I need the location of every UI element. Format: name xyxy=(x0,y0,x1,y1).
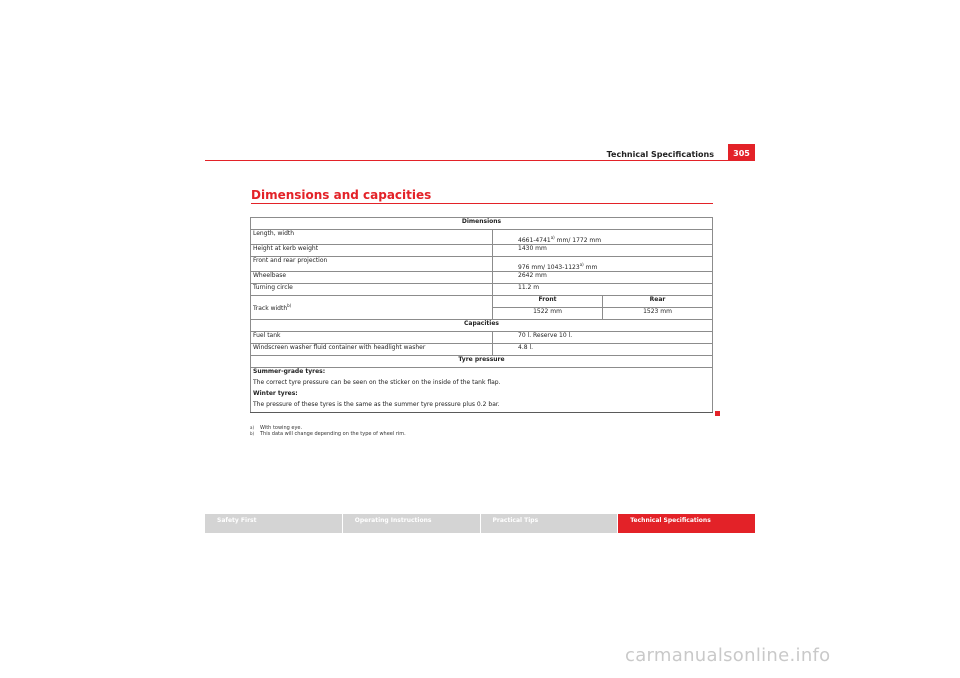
table-row xyxy=(251,257,713,272)
track-width-values xyxy=(493,296,713,320)
row-label: Front and rear projection xyxy=(251,257,493,272)
tab-practical-tips[interactable]: Practical Tips xyxy=(481,514,618,533)
tyre-pressure-heading: Tyre pressure xyxy=(251,356,713,368)
rear-value: 1523 mm xyxy=(643,308,672,315)
watermark-text: carmanualsonline.info xyxy=(625,645,831,666)
row-value: 70 l. Reserve 10 l. xyxy=(493,332,713,344)
tyre-subheading: Winter tyres: xyxy=(253,390,298,397)
dimensions-heading: Dimensions xyxy=(251,218,713,230)
section-divider xyxy=(251,203,713,204)
table-row xyxy=(251,245,713,257)
tyre-row xyxy=(251,401,713,413)
table-row-track-width xyxy=(251,296,713,320)
specifications-table xyxy=(250,217,713,413)
section-title: Dimensions and capacities xyxy=(251,188,432,202)
table-row xyxy=(251,230,713,245)
front-value: 1522 mm xyxy=(493,308,603,320)
tyre-row xyxy=(251,379,713,390)
table-row xyxy=(251,344,713,356)
row-label: Track width$^{b)}$ xyxy=(251,296,493,320)
table-heading-row xyxy=(251,356,713,368)
capacities-heading: Capacities xyxy=(251,320,713,332)
row-label: Fuel tank xyxy=(251,332,493,344)
row-value: 4.8 l. xyxy=(493,344,713,356)
row-label: Height at kerb weight xyxy=(251,245,493,257)
row-label: Length, width xyxy=(251,230,493,245)
row-value: 1430 mm xyxy=(493,245,713,257)
header-divider xyxy=(205,160,755,161)
row-value: 2642 mm xyxy=(493,272,713,284)
footnote: a) With towing eye. xyxy=(250,425,303,431)
table-row xyxy=(251,332,713,344)
row-label: Windscreen washer fluid container with headlight washer xyxy=(251,344,493,356)
table-heading-row xyxy=(251,320,713,332)
tyre-row xyxy=(251,390,713,401)
section-end-marker xyxy=(715,411,720,416)
tab-operating-instructions[interactable]: Operating Instructions xyxy=(343,514,480,533)
tyre-row xyxy=(251,368,713,380)
tyre-subheading: Summer-grade tyres: xyxy=(253,368,326,375)
footnotes xyxy=(250,425,406,437)
page-number-badge: 305 xyxy=(728,144,755,161)
row-value: 4661-4741$^{a)}$ mm/ 1772 mm xyxy=(493,230,713,245)
row-label: Wheelbase xyxy=(251,272,493,284)
table-row xyxy=(251,284,713,296)
rear-heading: Rear xyxy=(603,296,713,308)
row-label: Turning circle xyxy=(251,284,493,296)
tab-safety-first[interactable]: Safety First xyxy=(205,514,342,533)
tab-technical-specifications[interactable]: Technical Specifications xyxy=(618,514,755,533)
page-header-title: Technical Specifications xyxy=(606,150,714,159)
front-heading: Front xyxy=(493,296,603,308)
footnote: b) This data will change depending on the type of wheel rim. xyxy=(250,431,406,437)
row-value: 976 mm/ 1043-1123$^{a)}$ mm xyxy=(493,257,713,272)
footer-navigation xyxy=(205,514,755,533)
table-heading-row xyxy=(251,218,713,230)
table-row xyxy=(251,272,713,284)
row-value: 11.2 m xyxy=(493,284,713,296)
tyre-text: The pressure of these tyres is the same as the summer tyre pressure plus 0.2 bar. xyxy=(251,401,713,413)
tyre-text: The correct tyre pressure can be seen on the sticker on the inside of the tank flap. xyxy=(253,379,501,386)
